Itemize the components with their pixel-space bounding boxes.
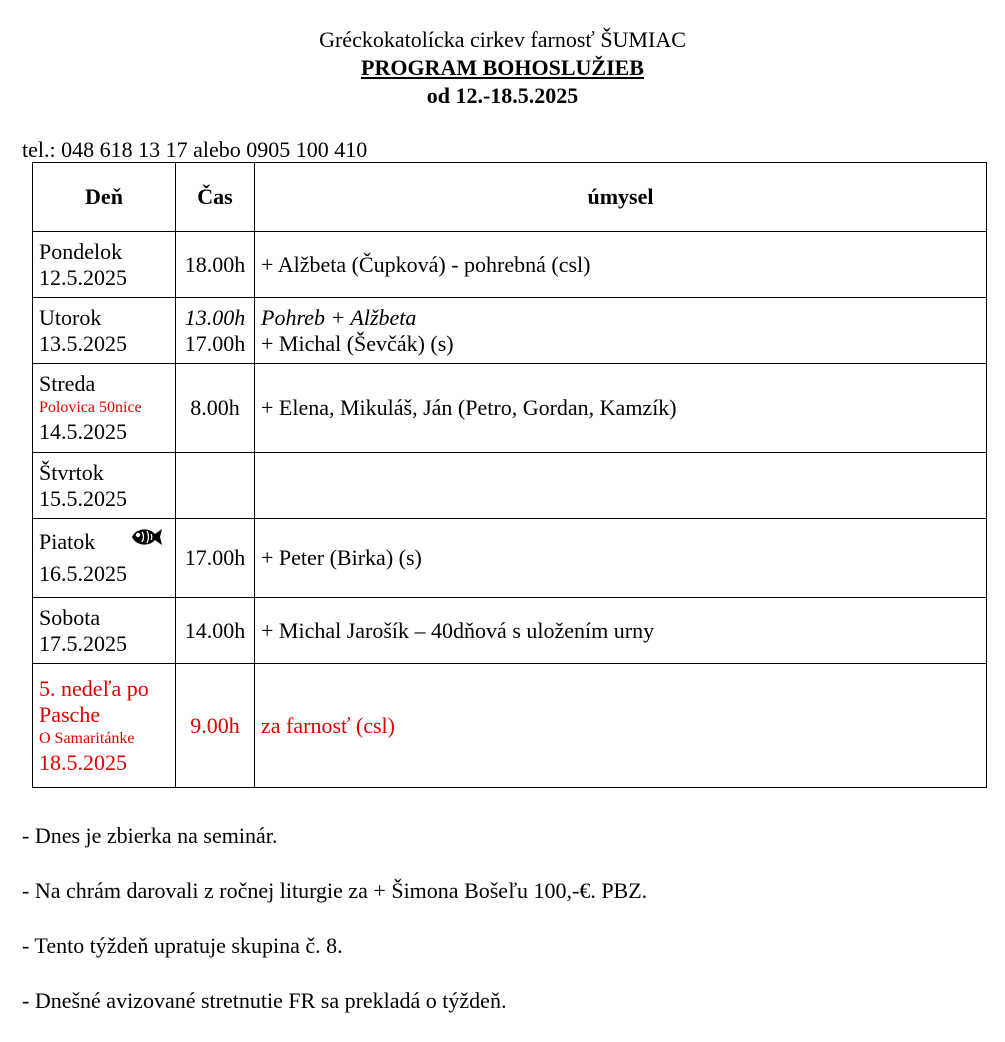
announcement: - Na chrám darovali z ročnej liturgie za + Šimona Bošeľu 100,-€. PBZ. <box>22 878 648 903</box>
table-row <box>33 598 987 664</box>
time-cell: 14.00h <box>176 598 255 664</box>
phone-line: tel.: 048 618 13 17 alebo 0905 100 410 <box>22 137 368 162</box>
time-cell: 17.00h <box>176 519 255 598</box>
table-header-row <box>33 163 987 232</box>
day-name: Sobota <box>39 604 101 630</box>
intention-cell: + Peter (Birka) (s) <box>255 519 987 598</box>
time-cell <box>176 453 255 519</box>
schedule-table <box>32 162 987 788</box>
table-row <box>33 364 987 453</box>
day-name: Piatok <box>39 529 96 554</box>
table-row <box>33 519 987 598</box>
day-name: Utorok <box>39 304 102 330</box>
announcement: - Tento týždeň upratuje skupina č. 8. <box>22 933 343 958</box>
day-date: 17.5.2025 <box>39 630 127 656</box>
time-cell <box>176 298 255 364</box>
announcements <box>22 822 647 1042</box>
day-cell <box>33 519 176 598</box>
day-cell <box>33 453 176 519</box>
intention-evening: + Michal (Ševčák) (s) <box>261 330 454 356</box>
time-cell: 9.00h <box>176 664 255 788</box>
time-funeral: 13.00h <box>184 304 246 330</box>
table-row <box>33 664 987 788</box>
day-date: 16.5.2025 <box>39 561 127 586</box>
header-day: Deň <box>33 163 176 232</box>
fish-icon <box>129 525 163 549</box>
table-row <box>33 298 987 364</box>
intention-cell <box>255 298 987 364</box>
header-intention: úmysel <box>255 163 987 232</box>
header-time: Čas <box>176 163 255 232</box>
intention-cell: + Elena, Mikuláš, Ján (Petro, Gordan, Kamzík) <box>255 364 987 453</box>
day-cell <box>33 364 176 453</box>
day-date: 14.5.2025 <box>39 419 127 444</box>
day-cell <box>33 232 176 298</box>
time-cell: 18.00h <box>176 232 255 298</box>
day-date: 15.5.2025 <box>39 485 127 511</box>
program-title: PROGRAM BOHOSLUŽIEB <box>361 55 644 80</box>
day-name: 5. nedeľa po Pasche <box>39 675 149 727</box>
feast-label: O Samaritánke <box>39 729 135 747</box>
time-evening: 17.00h <box>184 330 246 356</box>
day-date: 18.5.2025 <box>39 749 127 775</box>
day-date: 13.5.2025 <box>39 330 127 356</box>
intention-funeral: Pohreb + Alžbeta <box>261 304 417 330</box>
announcement: - Dnešné avizované stretnutie FR sa prekladá o týždeň. <box>22 988 507 1013</box>
day-name: Streda <box>39 371 96 396</box>
day-cell <box>33 598 176 664</box>
announcement: - Dnes je zbierka na seminár. <box>22 823 278 848</box>
intention-cell: + Alžbeta (Čupková) - pohrebná (csl) <box>255 232 987 298</box>
day-cell <box>33 664 176 788</box>
table-row <box>33 232 987 298</box>
day-name: Štvrtok <box>39 459 104 485</box>
day-date: 12.5.2025 <box>39 264 127 290</box>
intention-cell: za farnosť (csl) <box>255 664 987 788</box>
intention-cell: + Michal Jarošík – 40dňová s uložením urny <box>255 598 987 664</box>
day-name: Pondelok <box>39 238 123 264</box>
table-row <box>33 453 987 519</box>
date-range: od 12.-18.5.2025 <box>426 83 579 108</box>
day-name-wrap <box>39 529 169 555</box>
parish-name: Gréckokatolícka cirkev farnosť ŠUMIAC <box>319 27 686 52</box>
intention-cell <box>255 453 987 519</box>
feast-label: Polovica 50nice <box>39 399 142 416</box>
day-cell <box>33 298 176 364</box>
document-header <box>0 26 1005 110</box>
time-cell: 8.00h <box>176 364 255 453</box>
